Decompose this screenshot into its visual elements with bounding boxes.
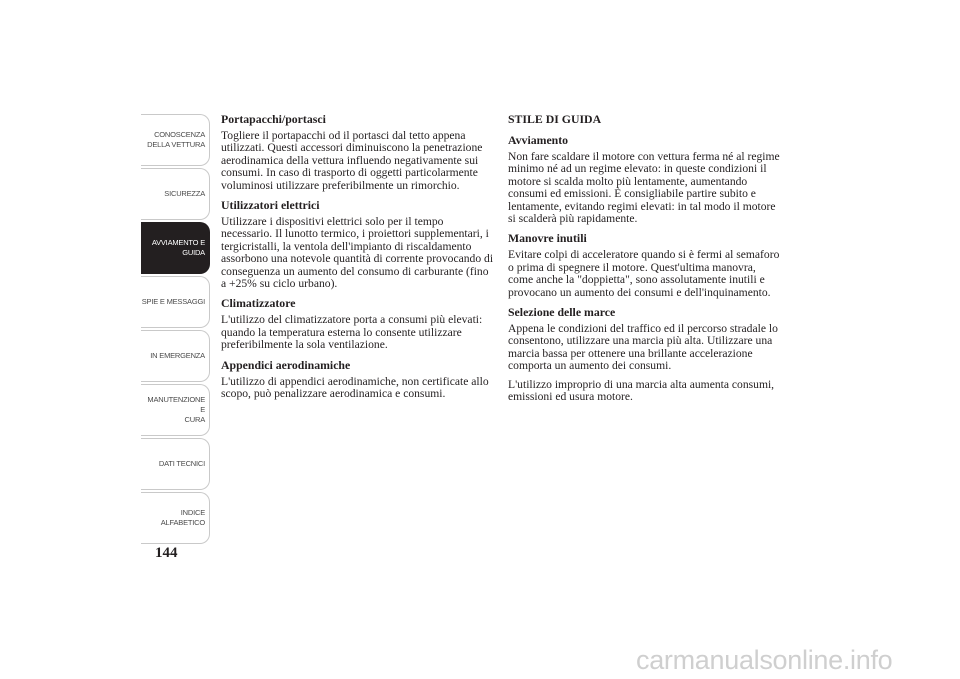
section-title: Climatizzatore bbox=[221, 296, 296, 311]
section-portapacchi bbox=[221, 113, 496, 192]
tab-spie-e-messaggi[interactable]: SPIE E MESSAGGI bbox=[141, 276, 210, 328]
right-column bbox=[508, 113, 780, 411]
section-climatizzatore bbox=[221, 297, 496, 351]
watermark: carmanualsonline.info bbox=[636, 645, 893, 675]
section-manovre-inutili bbox=[508, 232, 780, 299]
section-body: Appena le condizioni del traffico ed il percorso stradale lo consentono, utilizzare una marcia più alta. Utilizzare una marcia bassa per ottenere una brillante accelerazione comporta un aumento dei consumi. bbox=[508, 322, 778, 373]
tab-in-emergenza[interactable]: IN EMERGENZA bbox=[141, 330, 210, 382]
section-title: Manovre inutili bbox=[508, 231, 587, 246]
tab-dati-tecnici[interactable]: DATI TECNICI bbox=[141, 438, 210, 490]
tab-avviamento-e-guida[interactable]: AVVIAMENTO E GUIDA bbox=[141, 222, 210, 274]
section-title: Avviamento bbox=[508, 133, 569, 147]
left-column bbox=[221, 113, 496, 408]
section-body: L'utilizzo di appendici aerodinamiche, non certificate allo scopo, può penalizzare aerodinamica e consumi. bbox=[221, 374, 489, 401]
tab-manutenzione-e-cura[interactable]: MANUTENZIONE E CURA bbox=[141, 384, 210, 436]
tab-sicurezza[interactable]: SICUREZZA bbox=[141, 168, 210, 220]
section-body: L'utilizzo improprio di una marcia alta aumenta consumi, emissioni ed usura motore. bbox=[508, 377, 775, 404]
section-body: Non fare scaldare il motore con vettura ferma né al regime minimo né ad un regime elevato: in queste condizioni il motore si scalda molto più lentamente, aumentando consumi ed emissioni. È consigliabile partire subito e lentamente, evitando regimi elevati: in tal modo il motore si scalderà più rapidamente. bbox=[508, 150, 780, 226]
section-title: Portapacchi/portasci bbox=[221, 112, 326, 126]
section-appendici-aerodinamiche bbox=[221, 359, 496, 401]
section-selezione-marce bbox=[508, 306, 780, 403]
section-body: Evitare colpi di acceleratore quando si è fermi al semaforo o prima di spegnere il motore. Quest'ultima manovra, come anche la "doppietta", sono assolutamente inutili e provocano un aumento dei consumi e dell'inquinamento. bbox=[508, 248, 780, 299]
chapter-heading: STILE DI GUIDA bbox=[508, 112, 602, 126]
page-number: 144 bbox=[155, 545, 178, 561]
tab-indice-alfabetico[interactable]: INDICE ALFABETICO bbox=[141, 492, 210, 544]
section-body: Utilizzare i dispositivi elettrici solo per il tempo necessario. Il lunotto termico, i proiettori supplementari, i tergicristalli, la ventola dell'impianto di riscaldamento assorbono una notevole quantità di corrente provocando di conseguenza un aumento del consumo di carburante (fino a +25% su ciclo urbano). bbox=[221, 215, 494, 291]
section-title: Utilizzatori elettrici bbox=[221, 198, 320, 213]
section-utilizzatori-elettrici bbox=[221, 199, 496, 290]
section-body: L'utilizzo del climatizzatore porta a consumi più elevati: quando la temperatura esterna lo consente utilizzare preferibilmente la sola ventilazione. bbox=[221, 313, 483, 352]
section-title: Selezione delle marce bbox=[508, 305, 616, 320]
section-title: Appendici aerodinamiche bbox=[221, 357, 351, 372]
section-avviamento bbox=[508, 134, 780, 225]
section-body: Togliere il portapacchi od il portasci dal tetto appena utilizzati. Questi accessori diminuiscono la penetrazione aerodinamica della vettura influendo negativamente sui consumi. In caso di trasporto di oggetti particolarmente voluminosi utilizzare preferibilmente un rimorchio. bbox=[221, 129, 483, 192]
tab-conoscenza-della-vettura[interactable]: CONOSCENZA DELLA VETTURA bbox=[141, 114, 210, 166]
